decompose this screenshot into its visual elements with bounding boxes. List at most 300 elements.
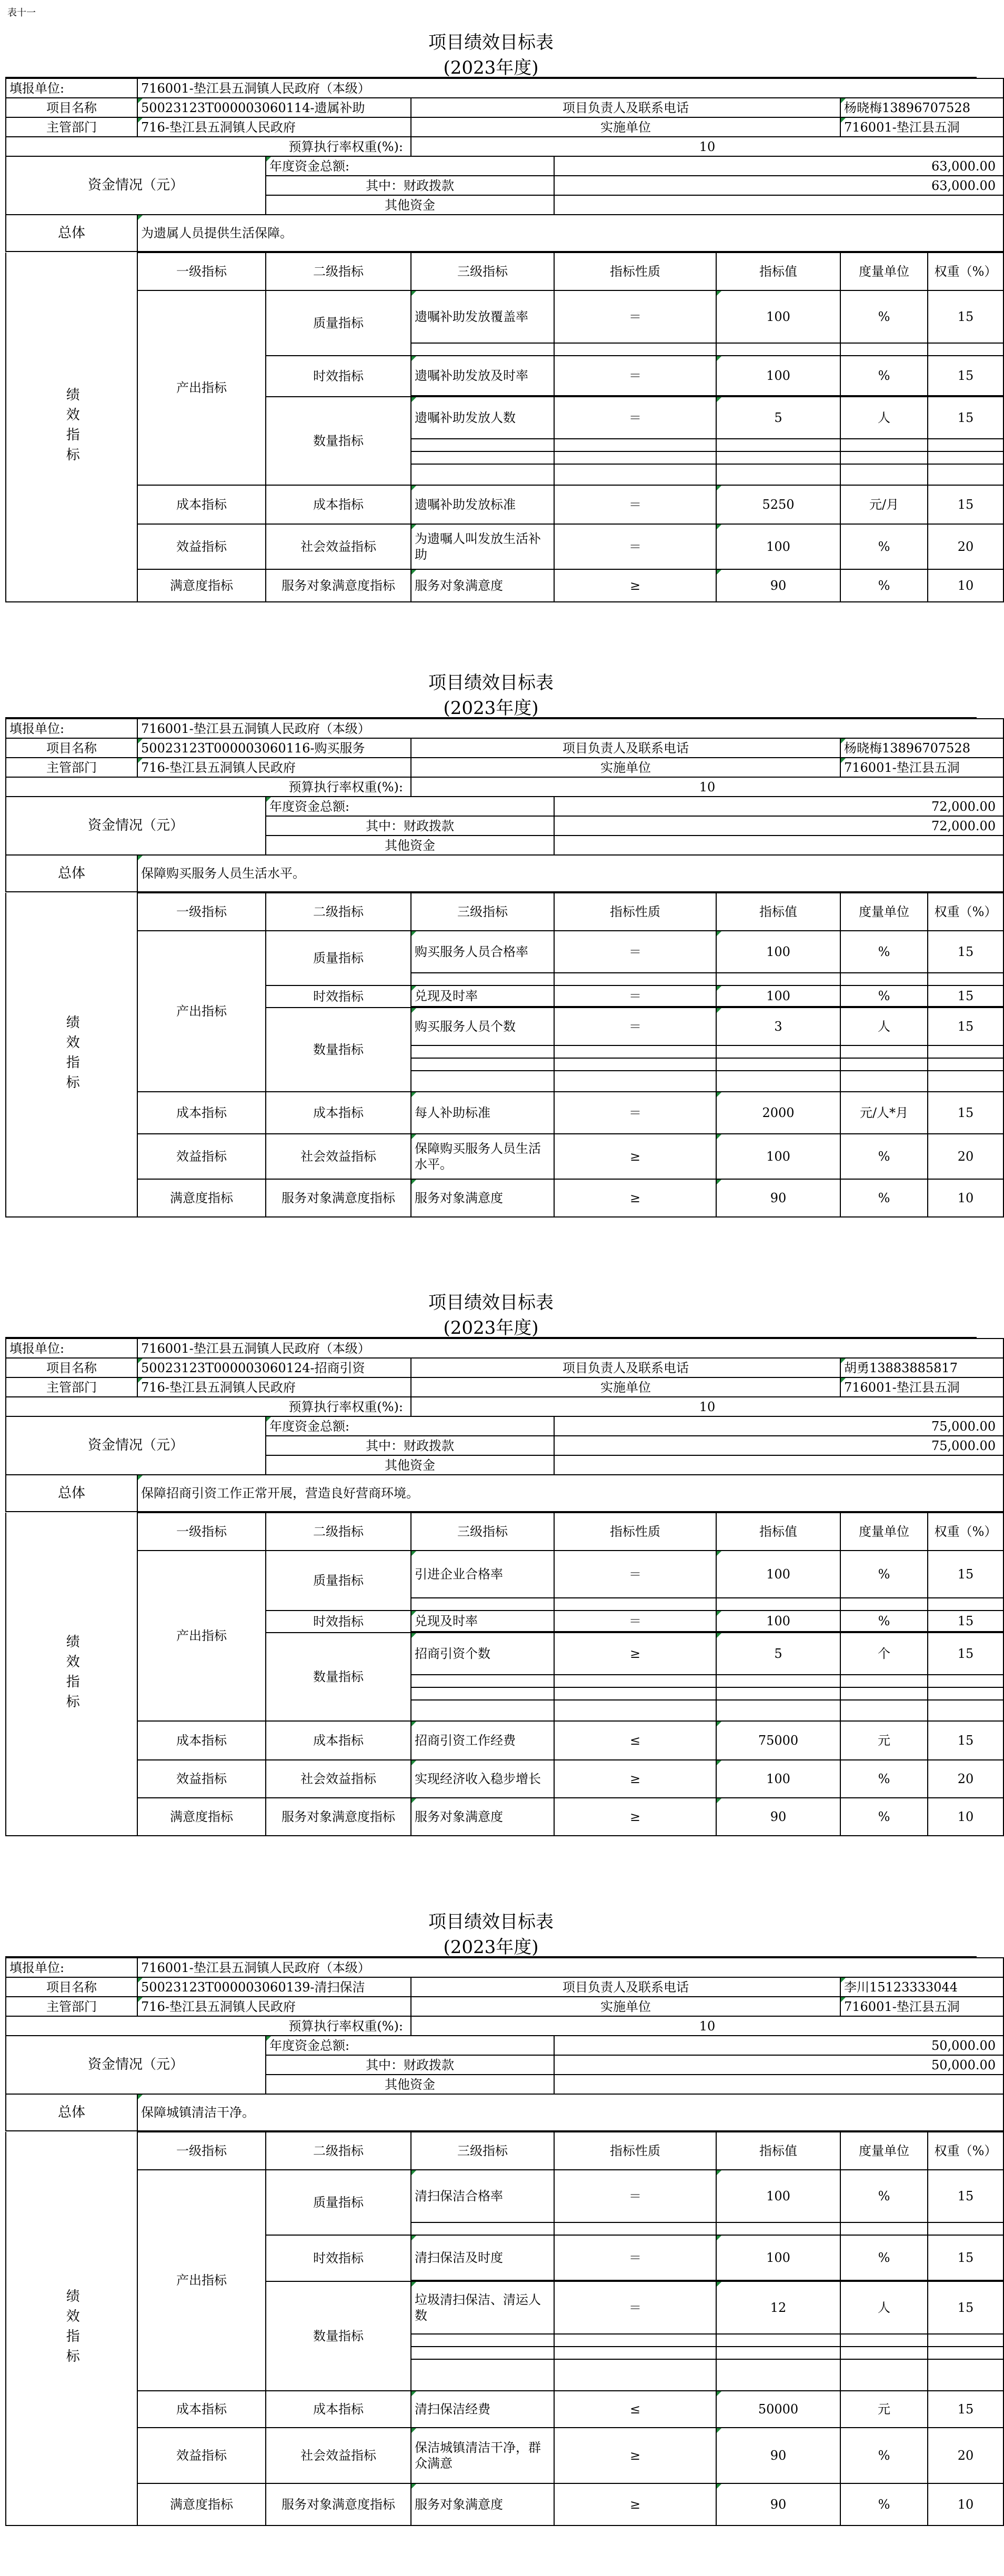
impl: 716001-垫江县五洞 xyxy=(840,117,1003,137)
empty-cell xyxy=(840,2347,928,2359)
indicator-header: 指标值 xyxy=(716,1513,840,1551)
total-funds-label: 年度资金总额: xyxy=(266,156,554,176)
indicator-unit: % xyxy=(840,569,928,602)
level3-indicator: 服务对象满意度 xyxy=(411,2483,554,2525)
finance: 50,000.00 xyxy=(554,2055,1003,2075)
finance-label: 其中：财政拨款 xyxy=(266,2055,554,2075)
finance: 72,000.00 xyxy=(554,816,1003,836)
other xyxy=(554,195,1003,215)
level3-indicator: 引进企业合格率 xyxy=(411,1551,554,1598)
finance-label: 其中：财政拨款 xyxy=(266,176,554,195)
indicator-unit: 元/月 xyxy=(840,485,928,524)
level1-indicator: 满意度指标 xyxy=(137,569,266,602)
indicator-nature: ≥ xyxy=(554,1760,716,1798)
form-year: (2023年度) xyxy=(5,1315,977,1338)
indicator-nature: ＝ xyxy=(554,1008,716,1045)
indicator-nature: ＝ xyxy=(554,1611,716,1632)
indicator-nature: ＝ xyxy=(554,397,716,439)
empty-cell xyxy=(716,973,840,985)
indicator-header: 二级指标 xyxy=(266,2132,411,2170)
impl: 716001-垫江县五洞 xyxy=(840,1997,1003,2016)
empty-cell xyxy=(411,1071,554,1092)
level2-indicator: 服务对象满意度指标 xyxy=(266,1798,411,1836)
empty-cell xyxy=(928,2359,1003,2391)
indicator-nature: ≥ xyxy=(554,1179,716,1217)
total-funds: 63,000.00 xyxy=(554,156,1003,176)
budget-weight: 10 xyxy=(411,2016,1003,2036)
indicator-nature: ≤ xyxy=(554,2391,716,2428)
empty-cell xyxy=(554,1675,716,1687)
empty-cell xyxy=(928,439,1003,451)
empty-cell xyxy=(928,973,1003,985)
indicator-row xyxy=(6,1092,1003,1134)
empty-cell xyxy=(716,1071,840,1092)
indicator-weight: 10 xyxy=(928,1798,1003,1836)
level2-indicator: 数量指标 xyxy=(266,1633,411,1721)
level2-indicator: 服务对象满意度指标 xyxy=(266,1179,411,1217)
project-info-table xyxy=(5,1957,1004,2131)
empty-cell xyxy=(411,2347,554,2359)
level2-indicator: 成本指标 xyxy=(266,1092,411,1134)
indicator-unit: 元 xyxy=(840,1721,928,1760)
level1-indicator: 成本指标 xyxy=(137,1721,266,1760)
empty-cell xyxy=(716,2334,840,2347)
level2-indicator: 时效指标 xyxy=(266,985,411,1008)
indicator-weight: 10 xyxy=(928,1179,1003,1217)
empty-cell xyxy=(840,2222,928,2235)
dept-label: 主管部门 xyxy=(6,1377,137,1397)
indicator-row xyxy=(6,1760,1003,1798)
other-label: 其他资金 xyxy=(266,1455,554,1475)
empty-cell xyxy=(840,1071,928,1092)
indicator-nature: ＝ xyxy=(554,1092,716,1134)
empty-cell xyxy=(928,343,1003,356)
budget-weight: 10 xyxy=(411,777,1003,797)
goal-label: 总体 xyxy=(6,215,137,251)
budget-weight-label: 预算执行率权重(%): xyxy=(6,2016,411,2036)
indicator-weight: 15 xyxy=(928,1092,1003,1134)
project-name: 50023123T000003060124-招商引资 xyxy=(137,1358,411,1377)
project-name-label: 项目名称 xyxy=(6,98,137,117)
indicator-nature: ≥ xyxy=(554,2483,716,2525)
indicator-value: 12 xyxy=(716,2281,840,2334)
form-year: (2023年度) xyxy=(5,55,977,78)
performance-form xyxy=(5,1905,997,2526)
other-label: 其他资金 xyxy=(266,195,554,215)
perf-label xyxy=(6,1513,137,1836)
project-name-label: 项目名称 xyxy=(6,1977,137,1997)
level3-indicator: 招商引资工作经费 xyxy=(411,1721,554,1760)
empty-cell xyxy=(716,343,840,356)
level2-indicator: 质量指标 xyxy=(266,290,411,356)
level3-indicator: 购买服务人员个数 xyxy=(411,1008,554,1045)
indicator-unit: 人 xyxy=(840,1008,928,1045)
indicator-weight: 15 xyxy=(928,2235,1003,2280)
indicator-row xyxy=(6,1179,1003,1217)
level1-indicator: 效益指标 xyxy=(137,2428,266,2483)
indicator-nature: ＝ xyxy=(554,290,716,343)
form-title: 项目绩效目标表 xyxy=(428,1292,554,1313)
empty-cell xyxy=(554,1058,716,1071)
goal-label: 总体 xyxy=(6,855,137,892)
empty-cell xyxy=(928,464,1003,485)
empty-cell xyxy=(928,451,1003,464)
level1-indicator: 成本指标 xyxy=(137,485,266,524)
indicator-weight: 15 xyxy=(928,397,1003,439)
indicator-value: 3 xyxy=(716,1008,840,1045)
level2-indicator: 数量指标 xyxy=(266,397,411,485)
goal-text: 保障招商引资工作正常开展，营造良好营商环境。 xyxy=(137,1475,1003,1512)
empty-cell xyxy=(411,1045,554,1058)
filler-unit: 716001-垫江县五洞镇人民政府（本级） xyxy=(137,719,1003,738)
indicator-weight: 20 xyxy=(928,2428,1003,2483)
indicator-header: 指标性质 xyxy=(554,253,716,290)
level3-indicator: 兑现及时率 xyxy=(411,985,554,1007)
goal-text: 保障城镇清洁干净。 xyxy=(137,2094,1003,2131)
indicator-value: 100 xyxy=(716,1611,840,1632)
level3-indicator: 遗嘱补助发放标准 xyxy=(411,485,554,524)
indicator-row xyxy=(6,1134,1003,1179)
indicator-row xyxy=(6,2483,1003,2525)
empty-cell xyxy=(411,2334,554,2347)
empty-cell xyxy=(411,1058,554,1071)
total-funds: 72,000.00 xyxy=(554,797,1003,816)
project-info-table xyxy=(5,1338,1004,1512)
level1-indicator: 满意度指标 xyxy=(137,1179,266,1217)
indicator-weight: 15 xyxy=(928,2281,1003,2334)
empty-cell xyxy=(716,1058,840,1071)
funds-label: 资金情况（元） xyxy=(6,1416,266,1475)
other xyxy=(554,2075,1003,2094)
level2-indicator: 时效指标 xyxy=(266,1611,411,1633)
level3-indicator: 清扫保洁及时度 xyxy=(411,2235,554,2280)
indicator-value: 100 xyxy=(716,356,840,396)
indicator-unit: % xyxy=(840,290,928,343)
indicator-value: 100 xyxy=(716,985,840,1007)
level3-indicator: 服务对象满意度 xyxy=(411,1798,554,1836)
level2-indicator: 成本指标 xyxy=(266,2391,411,2428)
level1-indicator: 效益指标 xyxy=(137,524,266,569)
dept-label: 主管部门 xyxy=(6,758,137,777)
indicator-weight: 15 xyxy=(928,1633,1003,1675)
goal-text: 保障购买服务人员生活水平。 xyxy=(137,855,1003,892)
empty-cell xyxy=(840,1598,928,1611)
empty-cell xyxy=(554,1045,716,1058)
form-title: 项目绩效目标表 xyxy=(428,32,554,53)
empty-cell xyxy=(554,1700,716,1721)
level2-indicator: 时效指标 xyxy=(266,2235,411,2281)
empty-cell xyxy=(554,2359,716,2391)
indicator-unit: % xyxy=(840,1551,928,1598)
empty-cell xyxy=(411,1598,554,1611)
indicator-weight: 10 xyxy=(928,2483,1003,2525)
filler-label: 填报单位: xyxy=(6,78,137,98)
perf-label-text: 绩效指标 xyxy=(64,2288,80,2369)
budget-weight: 10 xyxy=(411,137,1003,156)
project-name: 50023123T000003060139-清扫保洁 xyxy=(137,1977,411,1997)
indicator-nature: ≥ xyxy=(554,569,716,602)
indicator-value: 5 xyxy=(716,397,840,439)
indicator-value: 2000 xyxy=(716,1092,840,1134)
indicator-weight: 15 xyxy=(928,290,1003,343)
impl-label: 实施单位 xyxy=(411,1377,840,1397)
empty-cell xyxy=(554,343,716,356)
empty-cell xyxy=(928,1675,1003,1687)
empty-cell xyxy=(716,1700,840,1721)
indicator-value: 100 xyxy=(716,524,840,569)
funds-label: 资金情况（元） xyxy=(6,2036,266,2094)
level3-indicator: 实现经济收入稳步增长 xyxy=(411,1760,554,1798)
indicator-row xyxy=(6,2391,1003,2428)
level2-indicator: 社会效益指标 xyxy=(266,1760,411,1798)
level1-indicator: 效益指标 xyxy=(137,1760,266,1798)
empty-cell xyxy=(928,1700,1003,1721)
performance-form xyxy=(5,1285,997,1836)
goal-label: 总体 xyxy=(6,1475,137,1512)
empty-cell xyxy=(840,439,928,451)
empty-cell xyxy=(840,973,928,985)
indicator-header: 指标性质 xyxy=(554,1513,716,1551)
level1-indicator: 产出指标 xyxy=(137,2170,266,2391)
indicator-row xyxy=(6,290,1003,343)
indicator-nature: ≥ xyxy=(554,1134,716,1179)
empty-cell xyxy=(411,1675,554,1687)
level2-indicator: 成本指标 xyxy=(266,1721,411,1760)
indicator-header: 一级指标 xyxy=(137,1513,266,1551)
other-label: 其他资金 xyxy=(266,836,554,855)
contact-label: 项目负责人及联系电话 xyxy=(411,1977,840,1997)
indicator-unit: % xyxy=(840,1179,928,1217)
dept: 716-垫江县五洞镇人民政府 xyxy=(137,1997,411,2016)
empty-cell xyxy=(928,2334,1003,2347)
indicator-header: 二级指标 xyxy=(266,253,411,290)
indicator-weight: 15 xyxy=(928,2391,1003,2428)
empty-cell xyxy=(840,1687,928,1700)
indicator-header: 指标值 xyxy=(716,893,840,931)
form-year: (2023年度) xyxy=(5,1934,977,1957)
total-funds: 50,000.00 xyxy=(554,2036,1003,2055)
indicator-weight: 20 xyxy=(928,1134,1003,1179)
empty-cell xyxy=(840,2359,928,2391)
perf-label xyxy=(6,253,137,602)
contact: 胡勇13883885817 xyxy=(840,1358,1003,1377)
impl-label: 实施单位 xyxy=(411,1997,840,2016)
indicator-header: 一级指标 xyxy=(137,2132,266,2170)
indicator-weight: 15 xyxy=(928,485,1003,524)
indicators-table xyxy=(5,1512,1004,1836)
level2-indicator: 质量指标 xyxy=(266,931,411,985)
level3-indicator: 每人补助标准 xyxy=(411,1092,554,1134)
level2-indicator: 质量指标 xyxy=(266,2170,411,2235)
indicator-value: 90 xyxy=(716,1179,840,1217)
indicator-nature: ＝ xyxy=(554,524,716,569)
indicator-weight: 15 xyxy=(928,931,1003,973)
contact: 李川15123333044 xyxy=(840,1977,1003,1997)
empty-cell xyxy=(840,1675,928,1687)
indicator-value: 75000 xyxy=(716,1721,840,1760)
indicator-header: 二级指标 xyxy=(266,893,411,931)
indicator-header: 指标值 xyxy=(716,2132,840,2170)
empty-cell xyxy=(716,2359,840,2391)
budget-weight-label: 预算执行率权重(%): xyxy=(6,777,411,797)
indicator-header: 一级指标 xyxy=(137,253,266,290)
indicator-header: 指标性质 xyxy=(554,2132,716,2170)
empty-cell xyxy=(411,439,554,451)
empty-cell xyxy=(840,1700,928,1721)
level1-indicator: 成本指标 xyxy=(137,1092,266,1134)
level3-indicator: 垃圾清扫保洁、清运人数 xyxy=(411,2281,554,2334)
impl: 716001-垫江县五洞 xyxy=(840,758,1003,777)
impl-label: 实施单位 xyxy=(411,117,840,137)
indicator-row xyxy=(6,1798,1003,1836)
indicator-weight: 15 xyxy=(928,2170,1003,2222)
empty-cell xyxy=(554,451,716,464)
other xyxy=(554,836,1003,855)
empty-cell xyxy=(840,464,928,485)
empty-cell xyxy=(928,2347,1003,2359)
indicator-unit: % xyxy=(840,356,928,396)
indicators-table xyxy=(5,2131,1004,2526)
level3-indicator: 遗嘱补助发放及时率 xyxy=(411,356,554,396)
indicator-weight: 15 xyxy=(928,1721,1003,1760)
empty-cell xyxy=(411,2359,554,2391)
indicator-weight: 15 xyxy=(928,1551,1003,1598)
indicator-nature: ＝ xyxy=(554,2170,716,2222)
impl-label: 实施单位 xyxy=(411,758,840,777)
contact: 杨晓梅13896707528 xyxy=(840,738,1003,758)
contact-label: 项目负责人及联系电话 xyxy=(411,98,840,117)
contact-label: 项目负责人及联系电话 xyxy=(411,738,840,758)
indicator-value: 5250 xyxy=(716,485,840,524)
indicators-table xyxy=(5,252,1004,602)
indicator-header: 一级指标 xyxy=(137,893,266,931)
funds-label: 资金情况（元） xyxy=(6,156,266,215)
form-year: (2023年度) xyxy=(5,695,977,718)
total-funds: 75,000.00 xyxy=(554,1416,1003,1436)
indicator-row xyxy=(6,569,1003,602)
indicator-value: 50000 xyxy=(716,2391,840,2428)
empty-cell xyxy=(411,464,554,485)
empty-cell xyxy=(554,2334,716,2347)
total-funds-label: 年度资金总额: xyxy=(266,2036,554,2055)
empty-cell xyxy=(716,1675,840,1687)
indicator-value: 100 xyxy=(716,2235,840,2280)
indicator-header: 权重（%） xyxy=(928,2132,1003,2170)
indicator-unit: % xyxy=(840,1760,928,1798)
contact: 杨晓梅13896707528 xyxy=(840,98,1003,117)
other xyxy=(554,1455,1003,1475)
finance-label: 其中：财政拨款 xyxy=(266,1436,554,1455)
project-name: 50023123T000003060114-遗属补助 xyxy=(137,98,411,117)
empty-cell xyxy=(554,1687,716,1700)
empty-cell xyxy=(716,1687,840,1700)
form-title: 项目绩效目标表 xyxy=(428,1911,554,1933)
level2-indicator: 质量指标 xyxy=(266,1551,411,1611)
funds-label: 资金情况（元） xyxy=(6,797,266,855)
filler-label: 填报单位: xyxy=(6,1339,137,1358)
indicator-value: 100 xyxy=(716,931,840,973)
performance-form xyxy=(5,25,997,602)
indicators-table xyxy=(5,892,1004,1217)
indicator-unit: % xyxy=(840,2170,928,2222)
indicator-unit: % xyxy=(840,2235,928,2280)
level1-indicator: 成本指标 xyxy=(137,2391,266,2428)
empty-cell xyxy=(554,464,716,485)
indicator-header: 度量单位 xyxy=(840,253,928,290)
level3-indicator: 清扫保洁合格率 xyxy=(411,2170,554,2222)
indicator-nature: ＝ xyxy=(554,485,716,524)
indicator-header: 指标性质 xyxy=(554,893,716,931)
filler-unit: 716001-垫江县五洞镇人民政府（本级） xyxy=(137,1339,1003,1358)
level2-indicator: 服务对象满意度指标 xyxy=(266,2483,411,2525)
indicator-unit: % xyxy=(840,985,928,1007)
empty-cell xyxy=(554,1071,716,1092)
indicator-weight: 15 xyxy=(928,356,1003,396)
level3-indicator: 购买服务人员合格率 xyxy=(411,931,554,973)
indicator-row xyxy=(6,931,1003,973)
level2-indicator: 数量指标 xyxy=(266,1008,411,1092)
budget-weight-label: 预算执行率权重(%): xyxy=(6,137,411,156)
indicator-weight: 10 xyxy=(928,569,1003,602)
total-funds-label: 年度资金总额: xyxy=(266,1416,554,1436)
level1-indicator: 产出指标 xyxy=(137,931,266,1092)
indicator-unit: 人 xyxy=(840,397,928,439)
empty-cell xyxy=(716,2222,840,2235)
level2-indicator: 社会效益指标 xyxy=(266,524,411,569)
empty-cell xyxy=(928,1045,1003,1058)
level2-indicator: 成本指标 xyxy=(266,485,411,524)
empty-cell xyxy=(554,2347,716,2359)
indicator-nature: ≥ xyxy=(554,2428,716,2483)
filler-label: 填报单位: xyxy=(6,1958,137,1977)
indicator-unit: 个 xyxy=(840,1633,928,1675)
indicator-unit: % xyxy=(840,1798,928,1836)
dept: 716-垫江县五洞镇人民政府 xyxy=(137,117,411,137)
level2-indicator: 社会效益指标 xyxy=(266,1134,411,1179)
budget-weight: 10 xyxy=(411,1397,1003,1416)
indicator-weight: 20 xyxy=(928,524,1003,569)
project-name-label: 项目名称 xyxy=(6,738,137,758)
indicator-nature: ＝ xyxy=(554,356,716,396)
indicator-unit: % xyxy=(840,2483,928,2525)
perf-label xyxy=(6,893,137,1217)
dept: 716-垫江县五洞镇人民政府 xyxy=(137,1377,411,1397)
empty-cell xyxy=(716,1045,840,1058)
indicator-unit: 元 xyxy=(840,2391,928,2428)
empty-cell xyxy=(411,451,554,464)
level1-indicator: 效益指标 xyxy=(137,1134,266,1179)
indicator-weight: 20 xyxy=(928,1760,1003,1798)
empty-cell xyxy=(554,1598,716,1611)
other-label: 其他资金 xyxy=(266,2075,554,2094)
indicator-row xyxy=(6,524,1003,569)
level1-indicator: 满意度指标 xyxy=(137,2483,266,2525)
level1-indicator: 满意度指标 xyxy=(137,1798,266,1836)
budget-weight-label: 预算执行率权重(%): xyxy=(6,1397,411,1416)
empty-cell xyxy=(411,973,554,985)
indicator-value: 100 xyxy=(716,1551,840,1598)
empty-cell xyxy=(716,451,840,464)
indicator-row xyxy=(6,2170,1003,2222)
level3-indicator: 服务对象满意度 xyxy=(411,569,554,602)
empty-cell xyxy=(716,1598,840,1611)
indicator-header: 三级指标 xyxy=(411,1513,554,1551)
project-name-label: 项目名称 xyxy=(6,1358,137,1377)
perf-label-text: 绩效指标 xyxy=(64,1634,80,1714)
indicator-header: 三级指标 xyxy=(411,2132,554,2170)
indicator-header: 权重（%） xyxy=(928,893,1003,931)
empty-cell xyxy=(928,1058,1003,1071)
